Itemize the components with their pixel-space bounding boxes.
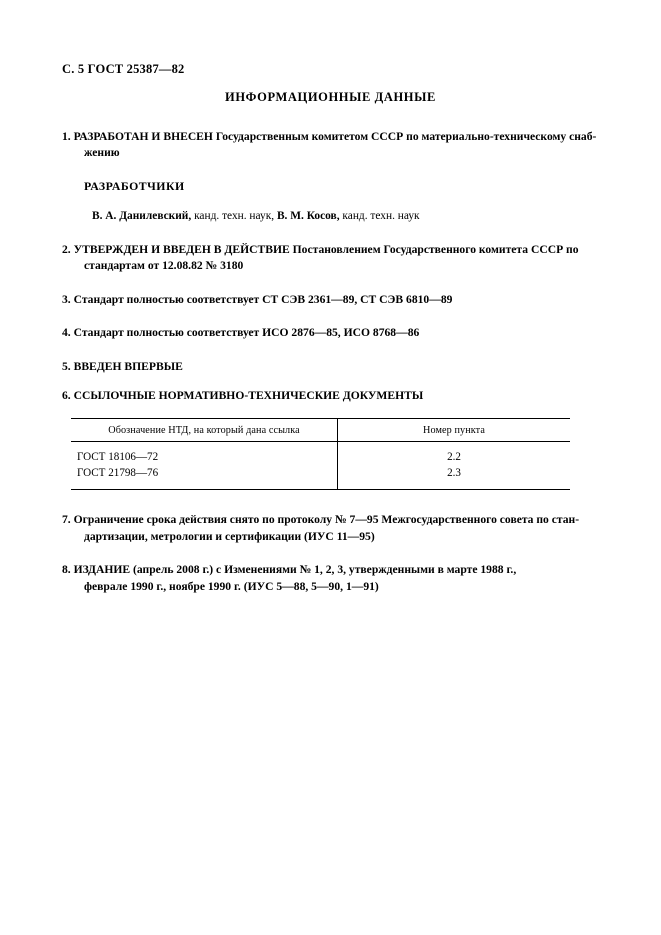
ntd-designation-1: ГОСТ 18106—72 [77,451,159,464]
info-item-3-line1: 3. Стандарт полностью соответствует СТ СЭВ 2361—89, СТ СЭВ 6810—89 [62,292,453,306]
ntd-reference-table [71,418,570,490]
info-item-8-line1: 8. ИЗДАНИЕ (апрель 2008 г.) с Изменениями № 1, 2, 3, утвержденными в марте 1988 г., [62,563,517,577]
table-cell-item-numbers [338,442,571,490]
info-item-3 [62,292,599,308]
page-title: ИНФОРМАЦИОННЫЕ ДАННЫЕ [225,90,436,104]
section-6-heading: 6. ССЫЛОЧНЫЕ НОРМАТИВНО-ТЕХНИЧЕСКИЕ ДОКУМЕНТЫ [62,389,424,403]
info-item-4-line1: 4. Стандарт полностью соответствует ИСО 2876—85, ИСО 8768—86 [62,326,420,340]
developer-1-degree: канд. техн. наук, [194,209,275,222]
info-item-7-line2: дартизации, метрологии и сертификации (ИУС 11—95) [84,529,375,543]
table-row [71,442,570,490]
info-item-7 [62,512,599,545]
info-item-1-line1: 1. РАЗРАБОТАН И ВНЕСЕН Государственным комитетом СССР по материально-техническому снаб- [62,130,597,143]
info-item-1-line2: жению [84,146,120,160]
ntd-designation-2: ГОСТ 21798—76 [77,467,159,480]
table-header-row [71,419,570,442]
developer-2-degree: канд. техн. наук [342,209,420,222]
info-item-4 [62,325,599,341]
info-item-2-line1: 2. УТВЕРЖДЕН И ВВЕДЕН В ДЕЙСТВИЕ Постановлением Государственного комитета СССР по [62,242,579,256]
table-column-header-item-number: Номер пункта [338,419,571,442]
item-number-2: 2.3 [447,467,461,480]
developer-2-name: В. М. Косов, [276,209,340,222]
info-item-8 [62,562,599,595]
page-header: С. 5 ГОСТ 25387—82 [62,62,185,76]
table-cell-ntd-designations [71,442,338,490]
developers-heading: РАЗРАБОТЧИКИ [84,178,185,193]
info-item-5 [62,359,599,375]
info-item-5-line1: 5. ВВЕДЕН ВПЕРВЫЕ [62,359,183,373]
info-item-2 [62,242,599,275]
developers-list [62,210,599,222]
table-column-header-ntd: Обозначение НТД, на который дана ссылка [71,419,338,442]
item-number-1: 2.2 [447,451,461,464]
info-item-1 [62,129,599,162]
document-body [62,90,599,612]
info-item-7-line1: 7. Ограничение срока действия снято по протоколу № 7—95 Межгосударственного совета по стан- [62,513,580,527]
info-item-2-line2: стандартам от 12.08.82 № 3180 [84,259,244,273]
developer-1-name: В. А. Данилевский, [92,209,192,222]
info-item-8-line2: феврале 1990 г., ноябре 1990 г. (ИУС 5—88, 5—90, 1—91) [84,579,379,593]
